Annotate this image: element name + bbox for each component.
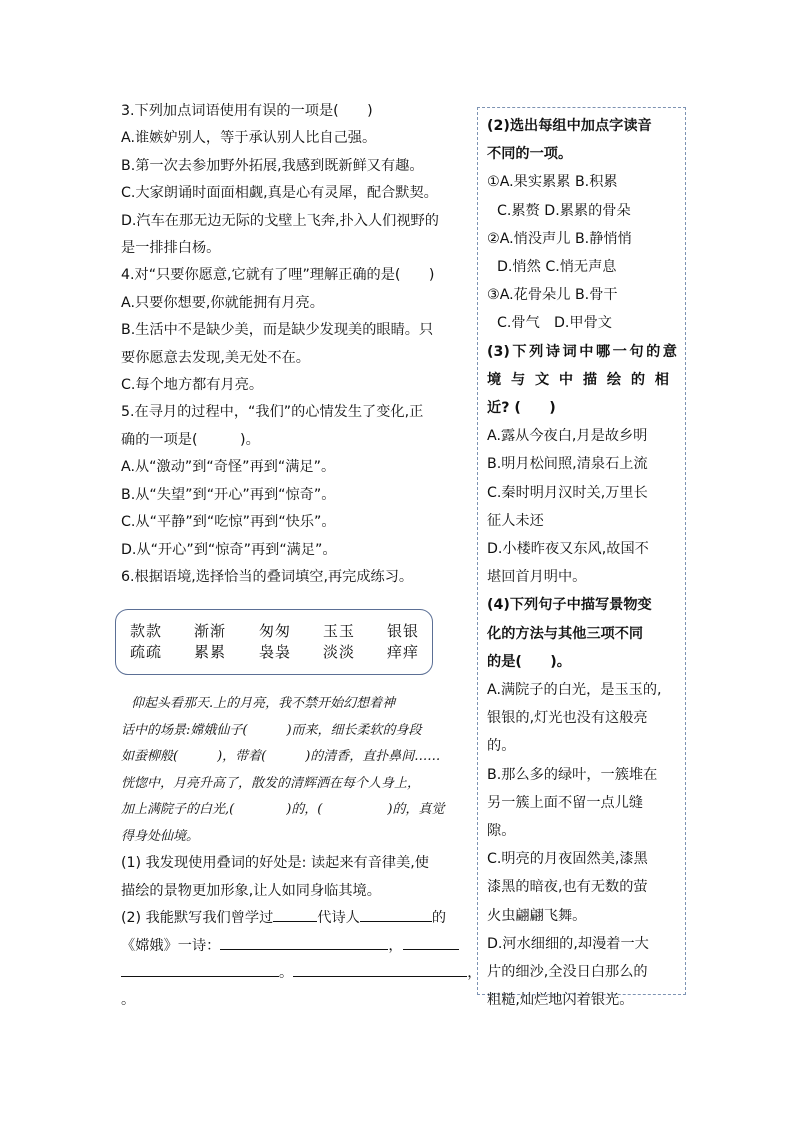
sub2-text: 的 [431, 910, 447, 927]
r-q3-option-d-line2: 堪回首月明中。 [487, 569, 587, 586]
r-q2-line1: (2)选出每组中加点字读音 [487, 118, 652, 134]
r-q3-option-d-line1: D.小楼昨夜又东风,故国不 [487, 541, 649, 558]
q6-sub2-line3 [121, 960, 482, 987]
left-column [121, 98, 482, 1015]
r-q4-line2: 化的方法与其他三项不同 [487, 625, 644, 642]
word-bank-word: 款款 [130, 622, 163, 641]
r-q3-line3: 近? ( ) [487, 400, 556, 417]
q6-sub1-line1: (1) 我发现使用叠词的好处是: 读起来有音律美,使 [121, 855, 429, 872]
r-q2-line2: 不同的一项。 [487, 146, 573, 163]
q6-sub1-line2: 描绘的景物更加形象,让人如同身临其境。 [121, 882, 381, 899]
r-q4-option-d-line2: 片的细沙,全没日白那么的 [487, 964, 648, 981]
r-q4-option-d-line3: 粗糙,灿烂地闪着银光。 [487, 992, 634, 1009]
r-q4-option-b-line3: 隙。 [487, 823, 516, 840]
passage-line: 仰起头看那天.上的月亮，我不禁开始幻想着神 [131, 696, 396, 712]
answer-blank[interactable] [273, 907, 317, 922]
passage-line: 话中的场景:嫦娥仙子( )而来，细长柔软的身段 [121, 722, 422, 738]
word-bank-word: 疏疏 [130, 643, 163, 662]
right-column-dashed-box [477, 107, 686, 1009]
word-bank-word: 痒痒 [387, 643, 420, 662]
r-q4-option-a-line3: 的。 [487, 738, 516, 755]
q5-option-b: B.从“失望”到“开心”再到“惊奇”。 [121, 486, 336, 503]
passage-line: 加上满院子的白光,( )的，( )的，真觉 [121, 802, 445, 818]
q4-stem: 4.对“只要你愿意,它就有了哩”理解正确的是( ) [121, 267, 435, 284]
passage-line: 恍惚中，月亮升高了，散发的清辉洒在每个人身上， [121, 775, 421, 791]
word-bank-word: 袅袅 [259, 643, 292, 662]
q6-sub2-line4: 。 [121, 992, 136, 1009]
r-q3-option-b: B.明月松间照,清泉石上流 [487, 456, 648, 473]
q5-option-a: A.从“激动”到“奇怪”再到“满足”。 [121, 459, 336, 476]
q3-option-b: B.第一次去参加野外拓展,我感到既新鲜又有趣。 [121, 157, 424, 174]
sub2-text: 《嫦娥》一诗： [121, 937, 221, 954]
passage-line: 如蚕柳般( )，带着( )的清香，直扑鼻间…… [121, 749, 441, 765]
word-bank-word: 渐渐 [194, 622, 227, 641]
r-group2-a: ②A.悄没声儿 B.静悄悄 [487, 230, 632, 247]
q6-stem: 6.根据语境,选择恰当的叠词填空,再完成练习。 [121, 568, 414, 585]
q3-option-a: A.谁嫉妒别人，等于承认别人比自己强。 [121, 130, 377, 147]
q5-option-d: D.从“开心”到“惊奇”再到“满足”。 [121, 541, 337, 558]
q3-stem: 3.下列加点词语使用有误的一项是( ) [121, 103, 373, 119]
q5-stem-line1: 5.在寻月的过程中，“我们”的心情发生了变化,正 [121, 404, 424, 421]
word-bank-word: 淡淡 [323, 643, 356, 662]
r-q4-option-b-line1: B.那么多的绿叶，一簇堆在 [487, 766, 658, 783]
r-q3-option-c-line2: 征人未还 [487, 512, 544, 529]
r-group2-b: D.悄然 C.悄无声息 [497, 259, 617, 276]
passage-line: 得身处仙境。 [121, 828, 200, 844]
r-q3-option-a: A.露从今夜白,月是故乡明 [487, 428, 648, 445]
word-bank-word: 累累 [194, 643, 227, 662]
q3-option-d-line1: D.汽车在那无边无际的戈壁上飞奔,扑入人们视野的 [121, 212, 439, 229]
sub2-text: ， [388, 937, 403, 954]
sub2-text: 。 [279, 964, 294, 981]
r-q4-option-c-line3: 火虫翩翩飞舞。 [487, 907, 587, 924]
sub2-text: 代诗人 [317, 910, 360, 927]
word-bank-word: 银银 [387, 622, 420, 641]
r-group1-a: ①A.果实累累 B.积累 [487, 174, 618, 191]
r-q3-option-c-line1: C.秦时明月汉时关,万里长 [487, 484, 648, 501]
q4-option-b-line2: 要你愿意去发现,美无处不在。 [121, 349, 310, 366]
r-q4-option-a-line1: A.满院子的白光，是玉玉的, [487, 682, 662, 699]
q6-sub2-line1 [121, 905, 473, 932]
word-bank-word: 玉玉 [323, 622, 356, 641]
q5-stem-line2: 确的一项是( )。 [121, 431, 260, 448]
r-q4-line1: (4)下列句子中描写景物变 [487, 597, 652, 614]
q3-option-c: C.大家朗诵时面面相觑,真是心有灵犀，配合默契。 [121, 185, 438, 202]
answer-blank[interactable] [121, 962, 279, 977]
sub2-text: (2) 我能默写我们曾学过 [121, 910, 274, 927]
r-q4-option-c-line2: 漆黑的暗夜,也有无数的萤 [487, 879, 648, 896]
word-bank-box [115, 609, 433, 675]
r-q3-line1: (3)下列诗词中哪一句的意 [487, 343, 677, 360]
r-q4-option-a-line2: 银银的,灯光也没有这般亮 [487, 710, 648, 727]
q5-option-c: C.从“平静”到“吃惊”再到“快乐”。 [121, 514, 336, 531]
answer-blank[interactable] [293, 962, 467, 977]
r-q4-option-b-line2: 另一簇上面不留一点儿缝 [487, 794, 644, 811]
answer-blank[interactable] [403, 935, 459, 950]
answer-blank[interactable] [360, 907, 432, 922]
r-q4-option-d-line1: D.河水细细的,却漫着一大 [487, 935, 649, 952]
answer-blank[interactable] [220, 935, 388, 950]
q4-option-b-line1: B.生活中不是缺少美，而是缺少发现美的眼睛。只 [121, 322, 434, 339]
r-q4-option-c-line1: C.明亮的月夜固然美,漆黑 [487, 851, 648, 868]
r-q3-line2: 境与文中描绘的相 [487, 371, 677, 388]
reading-passage [121, 691, 473, 850]
sub2-text: ， [467, 964, 482, 981]
r-group1-b: C.累赘 D.累累的骨朵 [497, 202, 631, 219]
r-group3-b: C.骨气 D.甲骨文 [497, 315, 612, 332]
q6-sub2-line2 [121, 933, 473, 960]
q4-option-c: C.每个地方都有月亮。 [121, 377, 264, 394]
q3-option-d-line2: 是一排排白杨。 [121, 240, 221, 257]
r-q4-line3: 的是( )。 [487, 653, 571, 670]
r-group3-a: ③A.花骨朵儿 B.骨干 [487, 287, 618, 304]
q4-option-a: A.只要你想要,你就能拥有月亮。 [121, 294, 324, 311]
word-bank-word: 匆匆 [259, 622, 292, 641]
